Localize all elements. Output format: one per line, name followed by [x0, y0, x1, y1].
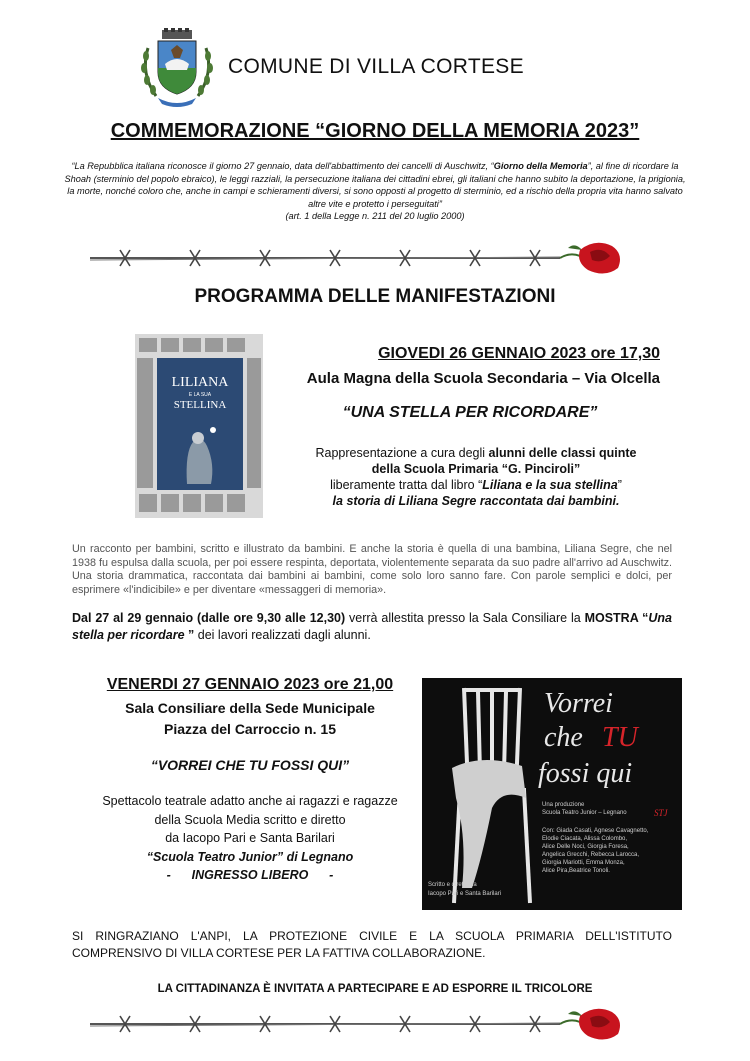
event2-desc-4: “Scuola Teatro Junior” di Legnano [146, 849, 354, 864]
event1-desc-g: la storia di Liliana Segre raccontata dai bambini. [332, 494, 620, 508]
poster-cast3: Alice Delle Noci, Giorgia Foresa, [542, 844, 629, 850]
mostra-c: MOSTRA “ [584, 611, 649, 625]
mostra-b: verrà allestita presso la Sala Consiliare la [349, 611, 585, 625]
acknowledgements: SI RINGRAZIANO L'ANPI, LA PROTEZIONE CIVILE E LA SCUOLA PRIMARIA DELL'ISTITUTO COMPRENSIVO DI VILLA CORTESE PER LA FATTIVA COLLABORAZIONE. [72, 929, 672, 960]
quote-text-2: ”, al fine di ricordare la Shoah (sterminio del popolo ebraico), le leggi razziali, la persecuzione italiana dei cittadini ebrei, gli italiani che hanno subito la deportazione, la prigionia, la morte, nonché coloro che, anche in campi e schieramenti diversi, si sono opposti al progetto di sterminio, ed a rischio della propria vita hanno salvato altre vite e protetto i perseguitati” [64, 161, 686, 209]
story-paragraph: Un racconto per bambini, scritto e illustrato da bambini. E anche la storia è quella di una bambina, Liliana Segre, che nel 1938 fu espulsa dalla scuola, per poi essere respinta, deportata, violentemente separata da suo padre all'arrivo ad Auschwitz. Una storia drammatica, raccontata dai bambini ai bambini, come solo loro sanno fare. Con parole semplici e dolci, per esprimere «l'indicibile» e per diventare «messaggeri di memoria». [72, 543, 672, 596]
poster-credit1: Scritto e diretto da [428, 882, 477, 888]
theatre-poster-image [422, 678, 682, 910]
mostra-f: dei lavori realizzati dagli alunni [197, 628, 368, 642]
exhibition-paragraph [72, 610, 672, 644]
event2-title: “VORREI CHE TU FOSSI QUI” [150, 757, 350, 773]
event2-place-2: Piazza del Carroccio n. 15 [164, 721, 336, 737]
event2-place-1: Sala Consiliare della Sede Municipale [125, 700, 375, 716]
event2-desc-1: Spettacolo teatrale adatto anche ai ragazzi e ragazze [102, 794, 398, 808]
poster-prod2: Scuola Teatro Junior – Legnano [542, 810, 627, 816]
event1-desc-a: Rappresentazione a cura degli [315, 446, 489, 460]
poster-line2a: che [544, 722, 583, 753]
book-cover-image [135, 334, 263, 518]
law-quote [60, 160, 690, 223]
quote-highlight: Giorno della Memoria [493, 161, 588, 171]
poster-line3: fossi qui [538, 758, 633, 789]
event1-description [290, 445, 662, 509]
event2-desc-5: - INGRESSO LIBERO - [166, 868, 334, 882]
mostra-e: ” [184, 628, 198, 642]
event2-date: VENERDI 27 GENNAIO 2023 ore 21,00 [106, 676, 394, 693]
poster-prod1: Una produzione [542, 802, 585, 808]
book-title-line3: STELLINA [173, 399, 227, 411]
event1-desc-f: ” [617, 478, 622, 492]
poster-cast5: Giorgia Mariotti, Emma Monza, [542, 860, 625, 866]
coat-of-arms-icon [138, 28, 216, 108]
book-title-line2: E LA SUA [188, 392, 212, 398]
page-title: COMMEMORAZIONE “GIORNO DELLA MEMORIA 2023” [110, 120, 640, 142]
poster-cast2: Elodie Ciacata, Alissa Colombo, [542, 836, 628, 842]
municipality-name: COMUNE DI VILLA CORTESE [228, 55, 524, 78]
program-heading: PROGRAMMA DELLE MANIFESTAZIONI [194, 286, 556, 307]
poster-cast1: Con: Giada Casati, Agnese Cavagnetto, [542, 828, 649, 834]
svg-text:STJ: STJ [654, 808, 668, 818]
poster-cast6: Alice Pira,Beatrice Tonoli. [542, 868, 610, 874]
event1-desc-b: alunni delle classi quinte [488, 446, 637, 460]
poster-credit2: Iacopo Pari e Santa Barilari [428, 891, 502, 897]
event2-description [72, 792, 428, 885]
event1-place: Aula Magna della Scuola Secondaria – Via Olcella [306, 370, 660, 387]
event2-desc-3: da Iacopo Pari e Santa Barilari [165, 831, 335, 845]
event1-desc-d: liberamente tratta dal libro “ [330, 478, 483, 492]
quote-text-1: “La Repubblica italiana riconosce il giorno 27 gennaio, data dell'abbattimento dei cancelli di Auschwitz, “ [71, 161, 494, 171]
quote-source: (art. 1 della Legge n. 211 del 20 luglio 2000) [285, 211, 465, 221]
mostra-d: Una stella per ricordare [72, 611, 673, 642]
poster-line2b: TU [602, 722, 638, 753]
book-title-line1: LILIANA [171, 375, 229, 390]
event1-date: GIOVEDI 26 GENNAIO 2023 ore 17,30 [378, 345, 660, 362]
event1-desc-c: della Scuola Primaria “G. Pinciroli” [371, 462, 581, 476]
mostra-g: . [367, 628, 371, 642]
poster-line1: Vorrei [544, 688, 613, 719]
barbed-wire-rose-icon [90, 238, 650, 278]
event2-desc-2: della Scuola Media scritto e diretto [154, 812, 346, 827]
citizens-invitation: LA CITTADINANZA È INVITATA A PARTECIPARE E AD ESPORRE IL TRICOLORE [157, 983, 593, 995]
event1-desc-e: Liliana e la sua stellina [482, 478, 618, 492]
barbed-wire-rose-bottom-icon [90, 1004, 650, 1044]
event1-title: “UNA STELLA PER RICORDARE” [342, 404, 598, 421]
mostra-a: Dal 27 al 29 gennaio (dalle ore 9,30 alle 12,30) [72, 611, 350, 625]
poster-cast4: Angelica Grecchi, Rebecca Larocca, [542, 852, 640, 858]
